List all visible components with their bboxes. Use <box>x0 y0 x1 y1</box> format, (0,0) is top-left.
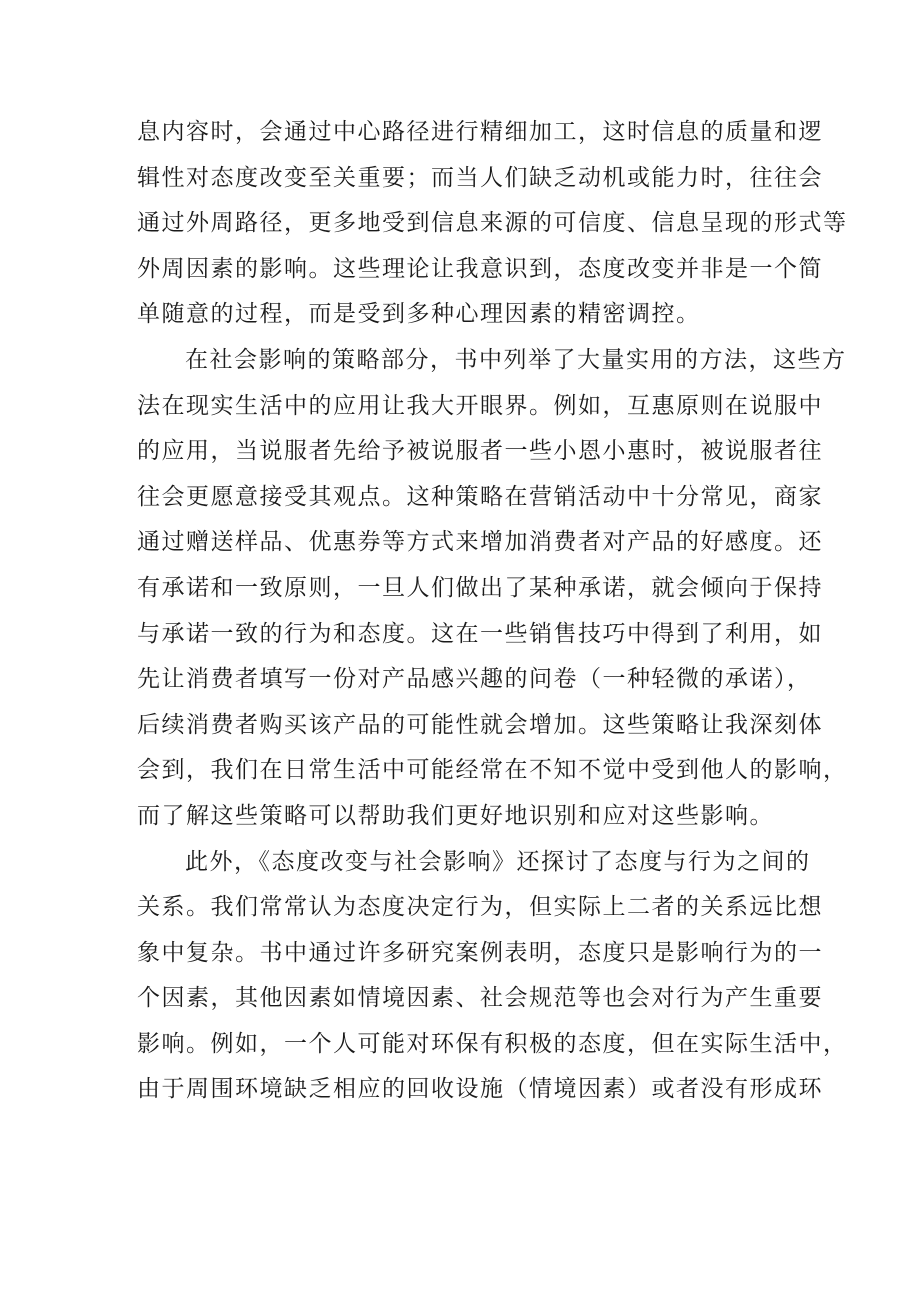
text-line: 后续消费者购买该产品的可能性就会增加。这些策略让我深刻体 <box>137 711 823 738</box>
text-line: 息内容时，会通过中心路径进行精细加工，这时信息的质量和逻 <box>137 119 823 145</box>
text-line: 往会更愿意接受其观点。这种策略在营销活动中十分常见，商家 <box>137 483 823 510</box>
text-line: 此外，《态度改变与社会影响》还探讨了态度与行为之间的 <box>185 848 811 875</box>
text-line: 关系。我们常常认为态度决定行为，但实际上二者的关系远比想 <box>137 894 823 921</box>
text-line: 个因素，其他因素如情境因素、社会规范等也会对行为产生重要 <box>137 985 823 1012</box>
text-line: 外周因素的影响。这些理论让我意识到，态度改变并非是一个简 <box>137 255 823 282</box>
text-line: 会到，我们在日常生活中可能经常在不知不觉中受到他人的影响， <box>137 757 848 784</box>
document-body <box>137 110 848 1113</box>
text-line: 的应用，当说服者先给予被说服者一些小恩小惠时，被说服者往 <box>137 438 823 465</box>
paragraph-1 <box>137 110 848 338</box>
text-line: 辑性对态度改变至关重要；而当人们缺乏动机或能力时，往往会 <box>137 164 823 191</box>
text-line: 法在现实生活中的应用让我大开眼界。例如，互惠原则在说服中 <box>137 392 823 419</box>
text-line: 有承诺和一致原则，一旦人们做出了某种承诺，就会倾向于保持 <box>137 574 823 601</box>
text-line: 通过赠送样品、优惠券等方式来增加消费者对产品的好感度。还 <box>137 529 823 556</box>
text-line: 在社会影响的策略部分，书中列举了大量实用的方法，这些方 <box>185 346 847 373</box>
text-line: 而了解这些策略可以帮助我们更好地识别和应对这些影响。 <box>137 802 774 829</box>
paragraph-3 <box>137 840 848 1114</box>
text-line: 单随意的过程，而是受到多种心理因素的精密调控。 <box>137 301 701 328</box>
text-line: 由于周围环境缺乏相应的回收设施（情境因素）或者没有形成环 <box>137 1076 823 1103</box>
paragraph-2 <box>137 338 848 840</box>
text-line: 先让消费者填写一份对产品感兴趣的问卷（一种轻微的承诺）， <box>137 666 812 693</box>
text-line: 影响。例如，一个人可能对环保有积极的态度，但在实际生活中， <box>137 1030 848 1057</box>
text-line: 与承诺一致的行为和态度。这在一些销售技巧中得到了利用，如 <box>137 620 823 647</box>
text-line: 通过外周路径，更多地受到信息来源的可信度、信息呈现的形式等 <box>137 210 848 237</box>
text-line: 象中复杂。书中通过许多研究案例表明，态度只是影响行为的一 <box>137 939 823 966</box>
